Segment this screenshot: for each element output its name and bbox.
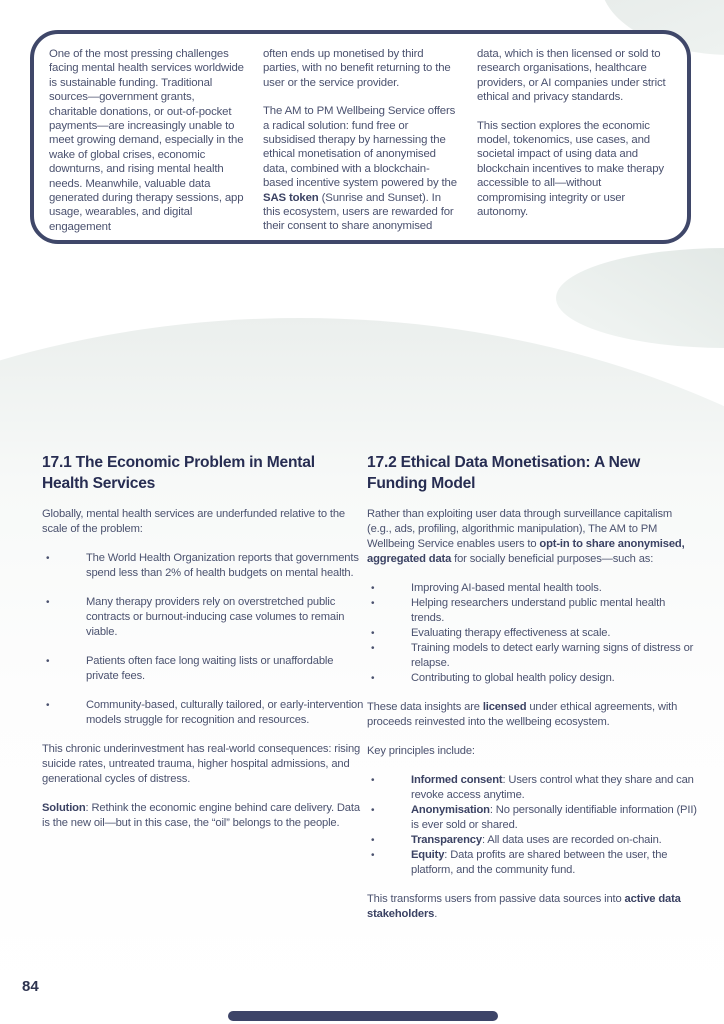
solution-paragraph xyxy=(42,801,364,831)
bullet-icon: • xyxy=(371,643,375,655)
list-item-text: Patients often face long waiting lists or unaffordable private fees. xyxy=(86,655,334,683)
list-item-text: Contributing to global health policy design. xyxy=(411,672,615,685)
page-number: 84 xyxy=(22,978,39,995)
bold-text-licensed: licensed xyxy=(482,701,527,714)
list-item-text xyxy=(411,773,697,803)
list-item-text xyxy=(411,803,697,833)
list-item xyxy=(367,773,697,803)
list-item xyxy=(42,551,364,581)
bullet-icon: • xyxy=(371,775,375,787)
intro-column-1 xyxy=(49,47,244,233)
list-item-text: The World Health Organization reports that governments spend less than 2% of health budgets on mental health. xyxy=(86,552,359,580)
principle-term: Informed consent xyxy=(411,774,503,787)
list-item xyxy=(367,833,697,848)
list-item-text: Community-based, culturally tailored, or early-intervention models struggle for recognition and resources. xyxy=(86,699,364,727)
paragraph: often ends up monetised by third parties, with no benefit returning to the user or the service provider. xyxy=(263,48,451,89)
bold-text-active-stakeholders: active data stakeholders xyxy=(367,893,681,921)
text-run: These data insights are xyxy=(367,701,483,714)
text-run: . xyxy=(434,908,438,921)
list-item-text xyxy=(411,833,697,848)
list-item xyxy=(42,654,364,684)
principle-term: Transparency xyxy=(411,834,482,847)
bold-text-opt-in: opt-in to share anonymised, aggregated data xyxy=(367,538,685,566)
bullet-icon: • xyxy=(371,598,375,610)
intro-column-3 xyxy=(477,47,672,227)
principle-term: Anonymisation xyxy=(411,804,490,817)
list-item xyxy=(367,803,697,833)
list-item xyxy=(367,671,697,686)
bold-text-sas-token: SAS token xyxy=(263,191,319,204)
bullet-icon: • xyxy=(371,583,375,595)
principle-desc: : Data profits are shared between the user, the platform, and the community fund. xyxy=(411,849,668,877)
key-principles-label: Key principles include: xyxy=(367,745,475,758)
paragraph: One of the most pressing challenges facing mental health services worldwide is sustainable funding. Traditional sources—government grants, charitable donations, or out-of-pocket payments—are increasingly unable to meet growing demand, especially in the wake of global crises, economic downturns, and rising mental health needs. Meanwhile, valuable data generated during therapy sessions, app usage, wearables, and digital engagement xyxy=(49,48,244,233)
paragraph xyxy=(263,104,458,234)
list-item-text: Helping researchers understand public mental health trends. xyxy=(411,597,666,625)
principle-desc: : Users control what they share and can revoke access anytime. xyxy=(411,774,694,802)
home-indicator-bar[interactable] xyxy=(228,1011,498,1021)
bullet-icon: • xyxy=(371,850,375,862)
bullet-icon: • xyxy=(46,553,50,565)
paragraph: Globally, mental health services are underfunded relative to the scale of the problem: xyxy=(42,508,345,536)
list-item xyxy=(367,581,697,596)
section-17-2 xyxy=(367,453,697,936)
paragraph xyxy=(367,507,697,567)
text-run: under ethical agreements, with proceeds reinvested into the wellbeing ecosystem. xyxy=(367,701,678,729)
list-item-text: Improving AI-based mental health tools. xyxy=(411,582,602,595)
list-item xyxy=(42,595,364,640)
paragraph: data, which is then licensed or sold to research organisations, healthcare providers, or AI companies under strict ethical and privacy standards. xyxy=(477,48,666,104)
bullet-icon: • xyxy=(371,628,375,640)
text-run: Rather than exploiting user data through surveillance capitalism (e.g., ads, profiling, algorithmic manipulation), The AM to PM Wellbeing Service enables users to xyxy=(367,508,673,551)
list-item-text: Evaluating therapy effectiveness at scale. xyxy=(411,627,611,640)
list-item-text: Many therapy providers rely on overstretched public contracts or burnout-inducing case volumes to remain viable. xyxy=(86,596,345,639)
list-item-text: Training models to detect early warning signs of distress or relapse. xyxy=(411,642,694,670)
principle-term: Equity xyxy=(411,849,445,862)
decorative-right-circle xyxy=(556,248,724,348)
list-item xyxy=(42,698,364,728)
bold-text-solution: Solution xyxy=(42,802,86,815)
bullet-icon: • xyxy=(371,805,375,817)
bullet-icon: • xyxy=(371,673,375,685)
principles-list xyxy=(367,773,697,878)
bullet-icon: • xyxy=(46,597,50,609)
paragraph xyxy=(367,700,697,730)
text-run: for socially beneficial purposes—such as: xyxy=(451,553,654,566)
paragraph xyxy=(367,892,697,922)
bullet-icon: • xyxy=(46,700,50,712)
principle-desc: : All data uses are recorded on-chain. xyxy=(481,834,662,847)
section-17-2-heading: 17.2 Ethical Data Monetisation: A New Funding Model xyxy=(367,454,641,492)
list-item xyxy=(367,626,697,641)
text-run: (Sunrise and Sunset). In this ecosystem, users are rewarded for their consent to share anonymised xyxy=(263,191,454,233)
list-item-text xyxy=(411,848,697,878)
text-run: The AM to PM Wellbeing Service offers a radical solution: fund free or subsidised therapy by harnessing the ethical monetisation of anonymised data, combined with a blockchain-based incentive system powered by the xyxy=(263,105,457,190)
section-17-1-heading: 17.1 The Economic Problem in Mental Health Services xyxy=(42,454,315,492)
list-item xyxy=(367,596,697,626)
paragraph: This section explores the economic model, tokenomics, use cases, and societal impact of using data and blockchain incentives to make therapy accessible to all—without compromising integrity or user autonomy. xyxy=(477,119,664,219)
bullet-icon: • xyxy=(46,656,50,668)
paragraph: This chronic underinvestment has real-world consequences: rising suicide rates, untreated trauma, higher hospital admissions, and generational cycles of distress. xyxy=(42,743,361,786)
bullet-list xyxy=(367,581,697,686)
principle-desc: : No personally identifiable information (PII) is ever sold or shared. xyxy=(411,804,697,832)
intro-column-2 xyxy=(263,47,458,233)
intro-text-box xyxy=(30,30,691,244)
section-17-1 xyxy=(42,453,364,845)
text-run: : Rethink the economic engine behind care delivery. Data is the new oil—but in this case, the “oil” belongs to the people. xyxy=(42,802,360,830)
bullet-list xyxy=(42,551,364,728)
list-item xyxy=(367,848,697,878)
text-run: This transforms users from passive data sources into xyxy=(367,893,625,906)
list-item xyxy=(367,641,697,671)
bullet-icon: • xyxy=(371,835,375,847)
